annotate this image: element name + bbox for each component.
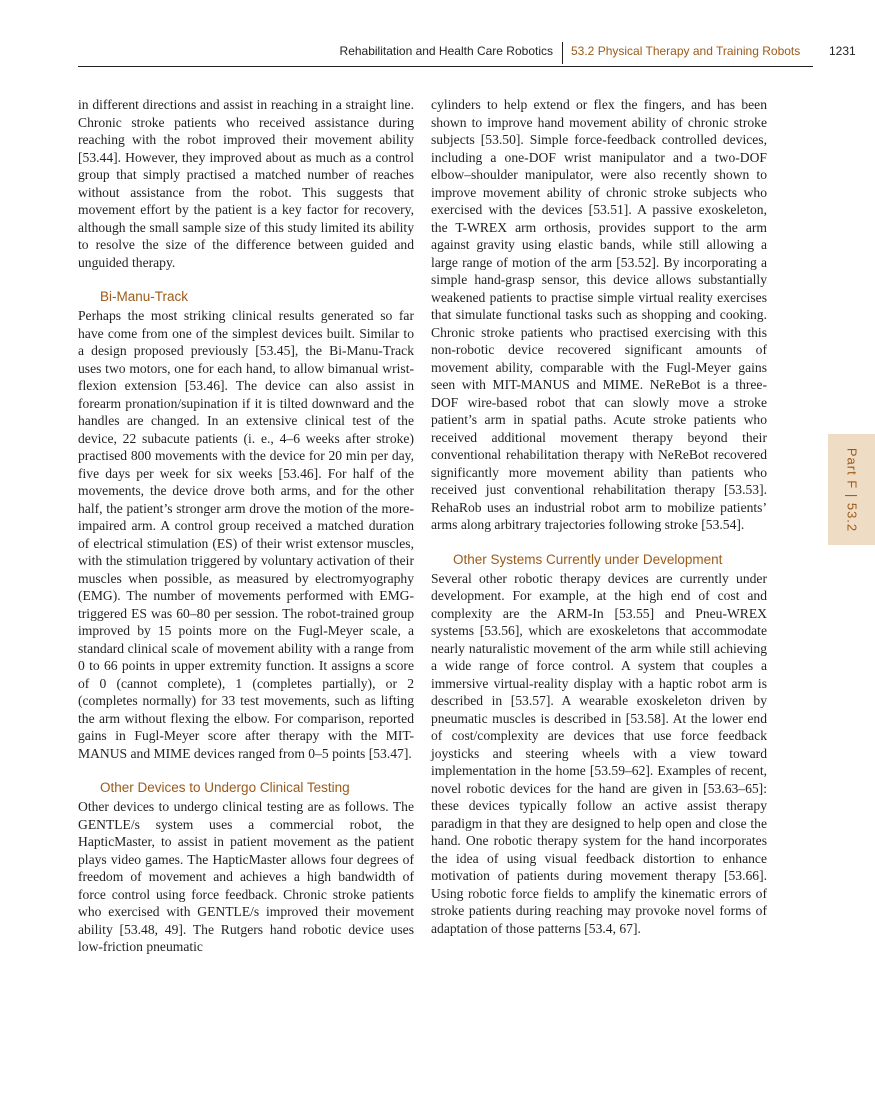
running-head [0, 44, 875, 60]
paragraph: in different directions and assist in reaching in a straight line. Chronic stroke patients who received assistance during reaching with the robot improved their movement ability [53.44]. However, they improved about as much as a control group that simply practised a matched number of reaches without assistance from the robot. This suggests that movement effort by the patient is a key factor for recovery, although the small sample size of this study limited its ability to resolve the size of the difference between guided and unguided therapy. [78, 97, 414, 270]
header-rule [78, 66, 813, 67]
left-column [78, 96, 414, 956]
side-tab-label: Part F | 53.2 [844, 447, 859, 532]
running-head-section: 53.2 Physical Therapy and Training Robots [571, 44, 801, 58]
paragraph: Perhaps the most striking clinical results generated so far have come from one of the simplest devices built. Similar to a design proposed previously [53.45], the Bi-Manu-Track uses two motors, one for each hand, to allow bimanual wrist-flexion extension [53.46]. The device can also assist in forearm pronation/supination if it is tilted downward and the handles are changed. In an extensive clinical test of the device, 22 subacute patients (i. e., 4–6 weeks after stroke) practised 800 movements with the device for 20 min per day, five days per week for six weeks [53.46]. For half of the movements, the device drove both arms, and for the other half, the patient’s stronger arm drove the motion of the more-impaired arm. A control group received a matched duration of electrical stimulation (ES) of their wrist extensor muscles, with the stimulation triggered by voluntary activation of their muscles when possible, as measured by electromyography (EMG). The number of movements performed with EMG-triggered ES was 60–80 per session. The robot-trained group improved by 15 points more on the Fugl-Meyer scale, a standard clinical scale of movement ability with a range from 0 to 66 points in upper extremity function. It assigns a score of 0 (cannot complete), 1 (completes partially), or 2 (completes normally) for 33 test movements, such as lifting the arm without flexing the elbow. For comparison, reported gains in Fugl-Meyer score after therapy with the MIT-MANUS and MIME devices ranged from 0–5 points [53.47]. [78, 308, 414, 761]
section-heading-other-systems: Other Systems Currently under Development [453, 551, 723, 567]
part-side-tab [828, 434, 875, 545]
right-column [431, 96, 767, 937]
running-head-title: Rehabilitation and Health Care Robotics [339, 44, 553, 58]
page-number: 1231 [829, 44, 856, 58]
paragraph: Other devices to undergo clinical testing are as follows. The GENTLE/s system uses a commercial robot, the HapticMaster, to assist in patient movement as the patient plays video games. The HapticMaster allows four degrees of freedom of movement and achieves a high bandwidth of force control using force feedback. Chronic stroke patients who exercised with GENTLE/s improved their movement ability [53.48, 49]. The Rutgers hand robotic device uses low-friction pneumatic [78, 799, 414, 954]
paragraph: cylinders to help extend or flex the fingers, and has been shown to improve hand movement ability of chronic stroke subjects [53.50]. Simple force-feedback controlled devices, including a one-DOF wrist manipulator and a two-DOF elbow–shoulder manipulator, were also recently shown to improve movement ability of chronic stroke subjects who exercised with the devices [53.51]. A passive exoskeleton, the T-WREX arm orthosis, provides support to the arm against gravity using elastic bands, while still allowing a large range of motion of the arm [53.52]. By incorporating a simple hand-grasp sensor, this device allows substantially weakened patients to practise simple virtual reality exercises that simulate functional tasks such as shopping and cooking. Chronic stroke patients who practised exercising with this non-robotic device recovered significant amounts of movement ability, comparable with the Fugl-Meyer gains seen with MIT-MANUS and MIME. NeReBot is a three-DOF wire-based robot that can slowly move a stroke patient’s arm in spatial paths. Acute stroke patients who received additional movement therapy beyond their conventional rehabilitation therapy with NeReBot recovered significantly more movement ability than patients who received just conventional rehabilitation therapy [53.53]. RehaRob uses an industrial robot arm to mobilize patients’ arms along arbitrary trajectories following stroke [53.54]. [431, 97, 767, 532]
running-head-separator [562, 42, 563, 64]
paragraph: Several other robotic therapy devices are currently under development. For example, at the high end of cost and complexity are the ARM-In [53.55] and Pneu-WREX systems [53.56], which are exoskeletons that accommodate nearly naturalistic movement of the arm while still achieving a wide range of force control. A system that couples a immersive virtual-reality display with a haptic robot arm is described in [53.57]. A wearable exoskeleton driven by pneumatic muscles is described in [53.58]. At the lower end of cost/complexity are devices that use force feedback joysticks and steering wheels with a view toward implementation in the home [53.59–62]. Examples of recent, novel robotic devices for the hand are given in [53.63–65]: these devices typically follow an active assist therapy paradigm in that they are designed to help open and close the hand. One robotic therapy system for the hand incorporates the idea of using visual feedback distortion to enhance motivation of patients during movement therapy [53.66]. Using robotic force fields to amplify the kinematic errors of stroke patients during reaching may provoke novel forms of adaptation of those patterns [53.4, 67]. [431, 570, 767, 936]
section-heading-other-devices: Other Devices to Undergo Clinical Testing [100, 780, 350, 795]
section-heading-bi-manu-track: Bi-Manu-Track [100, 289, 189, 304]
